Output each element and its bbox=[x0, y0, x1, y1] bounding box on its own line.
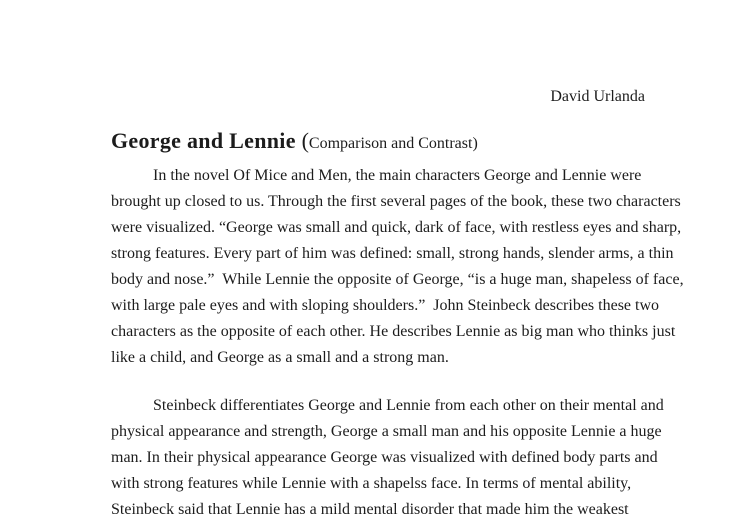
paragraph-2 bbox=[111, 393, 671, 523]
text-line: physical appearance and strength, George a small man and his opposite Lennie a huge bbox=[111, 423, 662, 440]
text-line: body and nose.” While Lennie the opposite of George, “is a huge man, shapeless of face, bbox=[111, 271, 684, 288]
text-line: were visualized. “George was small and quick, dark of face, with restless eyes and sharp, bbox=[111, 219, 682, 236]
paragraph-1 bbox=[111, 163, 684, 371]
essay-title-main: George and Lennie bbox=[111, 128, 302, 153]
text-line: characters as the opposite of each other. He describes Lennie as big man who thinks just bbox=[111, 323, 676, 340]
essay-title-paren: ( bbox=[301, 128, 309, 153]
text-line: strong features. Every part of him was defined: small, strong hands, slender arms, a thin bbox=[111, 245, 674, 262]
text-line: brought up closed to us. Through the first several pages of the book, these two characters bbox=[111, 193, 681, 210]
text-line: Steinbeck said that Lennie has a mild mental disorder that made him the weakest bbox=[111, 501, 629, 518]
text-line: with large pale eyes and with sloping shoulders.” John Steinbeck describes these two bbox=[111, 297, 660, 314]
text-line: like a child, and George as a small and a strong man. bbox=[111, 349, 449, 366]
essay-title bbox=[111, 119, 478, 156]
text-line: man. In their physical appearance George was visualized with defined body parts and bbox=[111, 449, 658, 466]
text-line: In the novel Of Mice and Men, the main characters George and Lennie were bbox=[153, 167, 642, 184]
text-line: Steinbeck differentiates George and Lennie from each other on their mental and bbox=[153, 397, 664, 414]
essay-title-subtitle: Comparison and Contrast) bbox=[308, 135, 478, 152]
text-line: with strong features while Lennie with a shapelss face. In terms of mental ability, bbox=[111, 475, 632, 492]
author-name: David Urlanda bbox=[550, 88, 645, 105]
